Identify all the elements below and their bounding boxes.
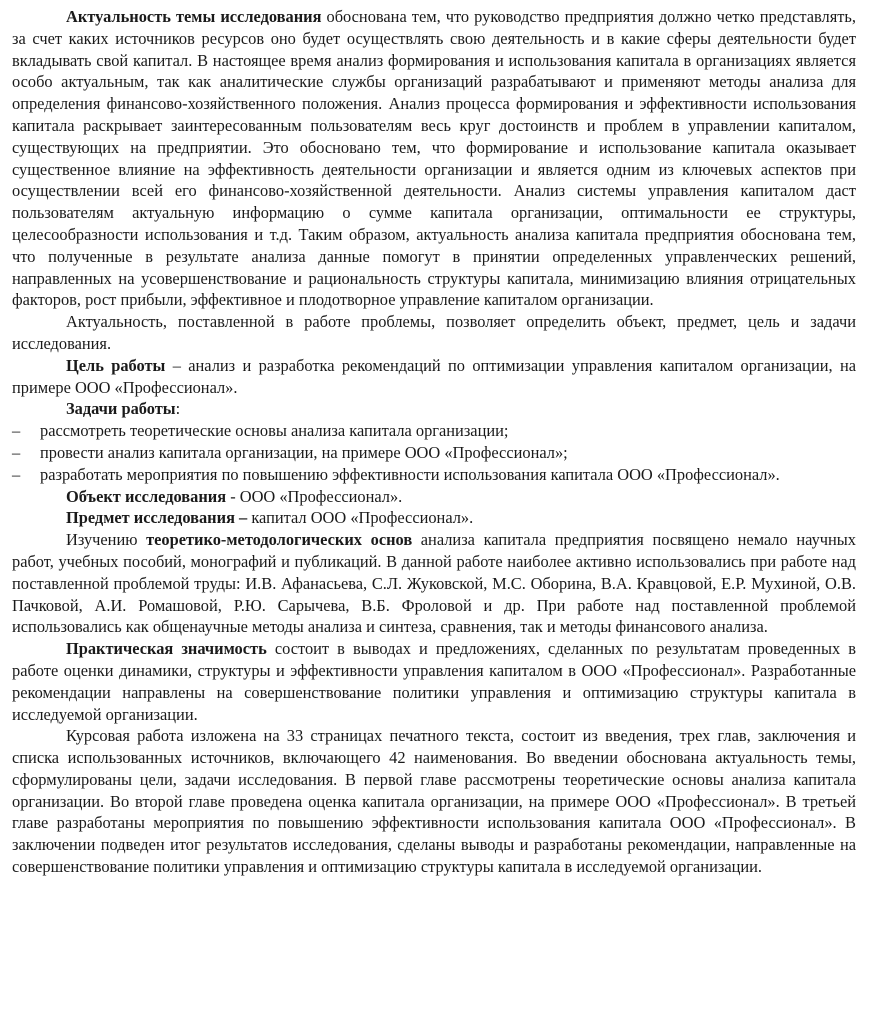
tasks-heading: Задачи работы xyxy=(66,399,176,419)
list-dash: – xyxy=(12,464,21,484)
task-text: рассмотреть теоретические основы анализа капитала организации; xyxy=(40,421,509,441)
list-dash: – xyxy=(12,442,21,462)
task-item xyxy=(12,420,856,442)
structure-paragraph: Курсовая работа изложена на 33 страницах печатного текста, состоит из введения, трех глав, заключения и списка использованных источников, включающего 42 наименования. Во введении обоснована актуальность темы, сформулированы цели, задачи исследования. В первой главе рассмотрены теоретические основы анализа капитала организации. Во второй главе проведена оценка капитала организации, на примере ООО «Профессионал». В третьей главе разработаны мероприятия по повышению эффективности использования капитала ООО «Профессионал». В заключении подведен итог результатов исследования, сделаны выводы и разработаны рекомендации, направленные на совершенствование политики управления и оптимизацию структуры капитала в исследуемой организации. xyxy=(12,726,856,877)
object-heading: Объект исследования xyxy=(66,486,227,506)
methodology-pre: Изучению xyxy=(66,530,147,550)
relevance-paragraph xyxy=(12,6,856,311)
task-item xyxy=(12,464,856,486)
relevance-followup-paragraph: Актуальность, поставленной в работе проблемы, позволяет определить объект, предмет, цель и задачи исследования. xyxy=(12,312,856,353)
object-paragraph xyxy=(12,486,856,508)
relevance-text: обоснована тем, что руководство предприятия должно четко представлять, за счет каких источников ресурсов оно будет осуществлять свою деятельность и в какие сферы деятельности будет вкладывать свой капитал. В настоящее время анализ формирования и использования капитала в организациях является особо актуальным, так как аналитические службы организаций разрабатывают и применяют методы анализа для определения финансово-хозяйственного положения. Анализ процесса формирования и эффективности использования капитала раскрывает заинтересованным пользователям весь круг достоинств и проблем в управлении капиталом, существующих на предприятии. Это обосновано тем, что формирование и использование капитала оказывает существенное влияние на эффективность деятельности организации и является одним из ключевых аспектов при осуществлении всей его финансово-хозяйственной деятельности. Анализ системы управления капиталом даст пользователям актуальную информацию о сумме капитала организации, оптимальности ее структуры, целесообразности использования и т.д. Таким образом, актуальность анализа капитала предприятия обоснована тем, что полученные в результате анализа данные помогут в принятии определенных управленческих решений, направленных на усовершенствование и рациональность структуры капитала, минимизацию влияния отрицательных факторов, рост прибыли, эффективное и плодотворное управление капиталом организации. xyxy=(12,7,856,310)
subject-text: капитал ООО «Профессионал». xyxy=(247,508,474,528)
task-text: провести анализ капитала организации, на примере ООО «Профессионал»; xyxy=(40,442,568,462)
practical-text: состоит в выводах и предложениях, сделанных по результатам проведенных в работе оценки динамики, структуры и эффективности управления капиталом в ООО «Профессионал». Разработанные рекомендации направлены на совершенствование политики управления и оптимизацию структуры капитала в исследуемой организации. xyxy=(12,639,856,724)
task-item xyxy=(12,442,856,464)
practical-paragraph xyxy=(12,638,856,725)
goal-paragraph xyxy=(12,355,856,399)
practical-heading: Практическая значимость xyxy=(66,639,267,659)
methodology-paragraph xyxy=(12,529,856,638)
tasks-list xyxy=(12,420,856,485)
goal-text: – анализ и разработка рекомендаций по оптимизации управления капиталом организации, на примере ООО «Профессионал». xyxy=(12,355,856,397)
relevance-heading: Актуальность темы исследования xyxy=(66,7,322,26)
methodology-text: анализа капитала предприятия посвящено немало научных работ, учебных пособий, монографий и публикаций. В данной работе наиболее активно использовались при работе над поставленной проблемой труды: И.В. Афанасьева, С.Л. Жуковской, М.С. Оборина, В.А. Кравцовой, Е.Р. Мухиной, О.В. Пачковой, А.И. Ромашовой, Р.Ю. Сарычева, В.Б. Фроловой и др. При работе над поставленной проблемой использовались как общенаучные методы анализа и синтеза, сравнения, так и методы финансового анализа. xyxy=(12,530,856,637)
subject-paragraph xyxy=(12,507,856,529)
tasks-heading-paragraph xyxy=(12,398,856,420)
subject-heading: Предмет исследования – xyxy=(66,508,248,528)
object-text: - ООО «Профессионал». xyxy=(226,486,403,506)
goal-heading: Цель работы xyxy=(66,355,166,375)
task-text: разработать мероприятия по повышению эффективности использования капитала ООО «Профессионал». xyxy=(40,464,780,484)
methodology-heading: теоретико-методологических основ xyxy=(146,530,413,550)
tasks-colon: : xyxy=(175,399,181,419)
list-dash: – xyxy=(12,421,21,441)
